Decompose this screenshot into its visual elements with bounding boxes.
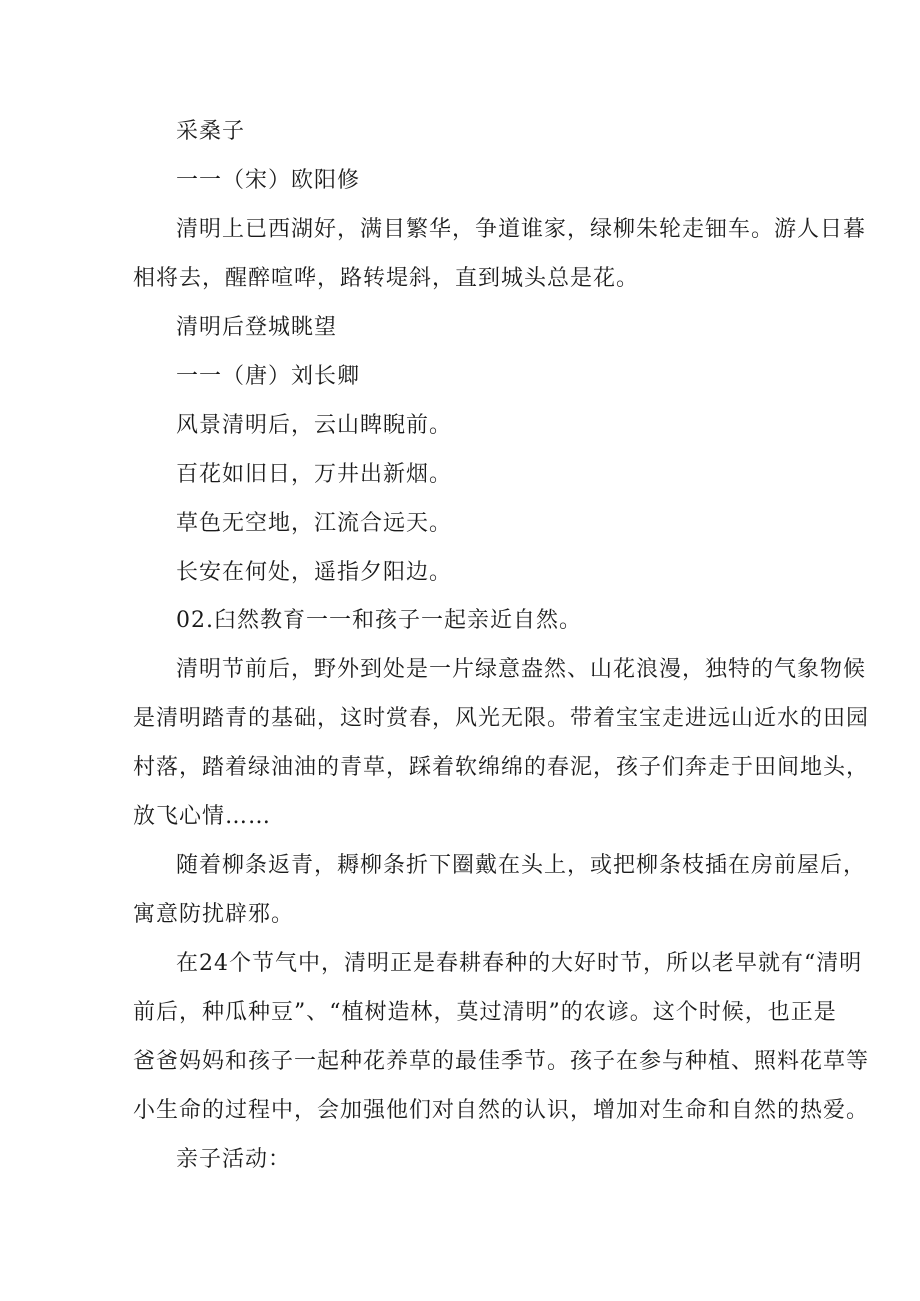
poem-verse: 草色无空地，江流合远天。 [176,511,453,536]
paragraph-line: 清明节前后，野外到处是一片绿意盎然、山花浪漫，独特的气象物候 [176,657,867,682]
paragraph-line: 爸爸妈妈和孩子一起种花养草的最佳季节。孩子在参与种植、照料花草等 [133,1049,870,1074]
section-heading: 02.臼然教育一一和孩子一起亲近自然。 [176,608,582,633]
paragraph-line: 村落，踏着绿油油的青草，踩着软绵绵的春泥，孩子们奔走于田间地头， [133,755,870,780]
paragraph-line: 放飞心情…… [133,804,272,829]
poem-author: 一一（宋）欧阳修 [176,168,361,193]
poem-verse: 百花如旧日，万井出新烟。 [176,462,453,487]
paragraph-line: 寓意防扰辟邪。 [133,902,295,927]
poem-author: 一一（唐）刘长卿 [176,364,361,389]
poem-title: 采桑子 [176,119,246,144]
poem-text-line: 相将去，醒醉喧哗，路转堤斜，直到城头总是花。 [133,266,640,291]
paragraph-line: 是清明踏青的基础，这时赏春，风光无限。带着宝宝走进远山近水的田园 [133,706,870,731]
paragraph-line: 小生命的过程中，会加强他们对自然的认识，增加对生命和自然的热爱。 [133,1098,870,1123]
poem-title: 清明后登城眺望 [176,315,338,340]
paragraph-line: 前后，种瓜种豆”、“植树造林，莫过清明”的农谚。这个时候，也正是 [133,1000,837,1025]
poem-verse: 长安在何处，遥指夕阳边。 [176,560,453,585]
poem-text-line: 清明上已西湖好，满目繁华，争道谁家，绿柳朱轮走钿车。游人日暮 [176,217,867,242]
poem-verse: 风景清明后，云山睥睨前。 [176,413,453,438]
paragraph-line: 在24个节气中，清明正是春耕春种的大好时节，所以老早就有“清明 [176,951,863,976]
activity-label: 亲子活动： [176,1147,292,1172]
paragraph-line: 随着柳条返青，耨柳条折下圈戴在头上，或把柳条枝插在房前屋后， [176,853,867,878]
